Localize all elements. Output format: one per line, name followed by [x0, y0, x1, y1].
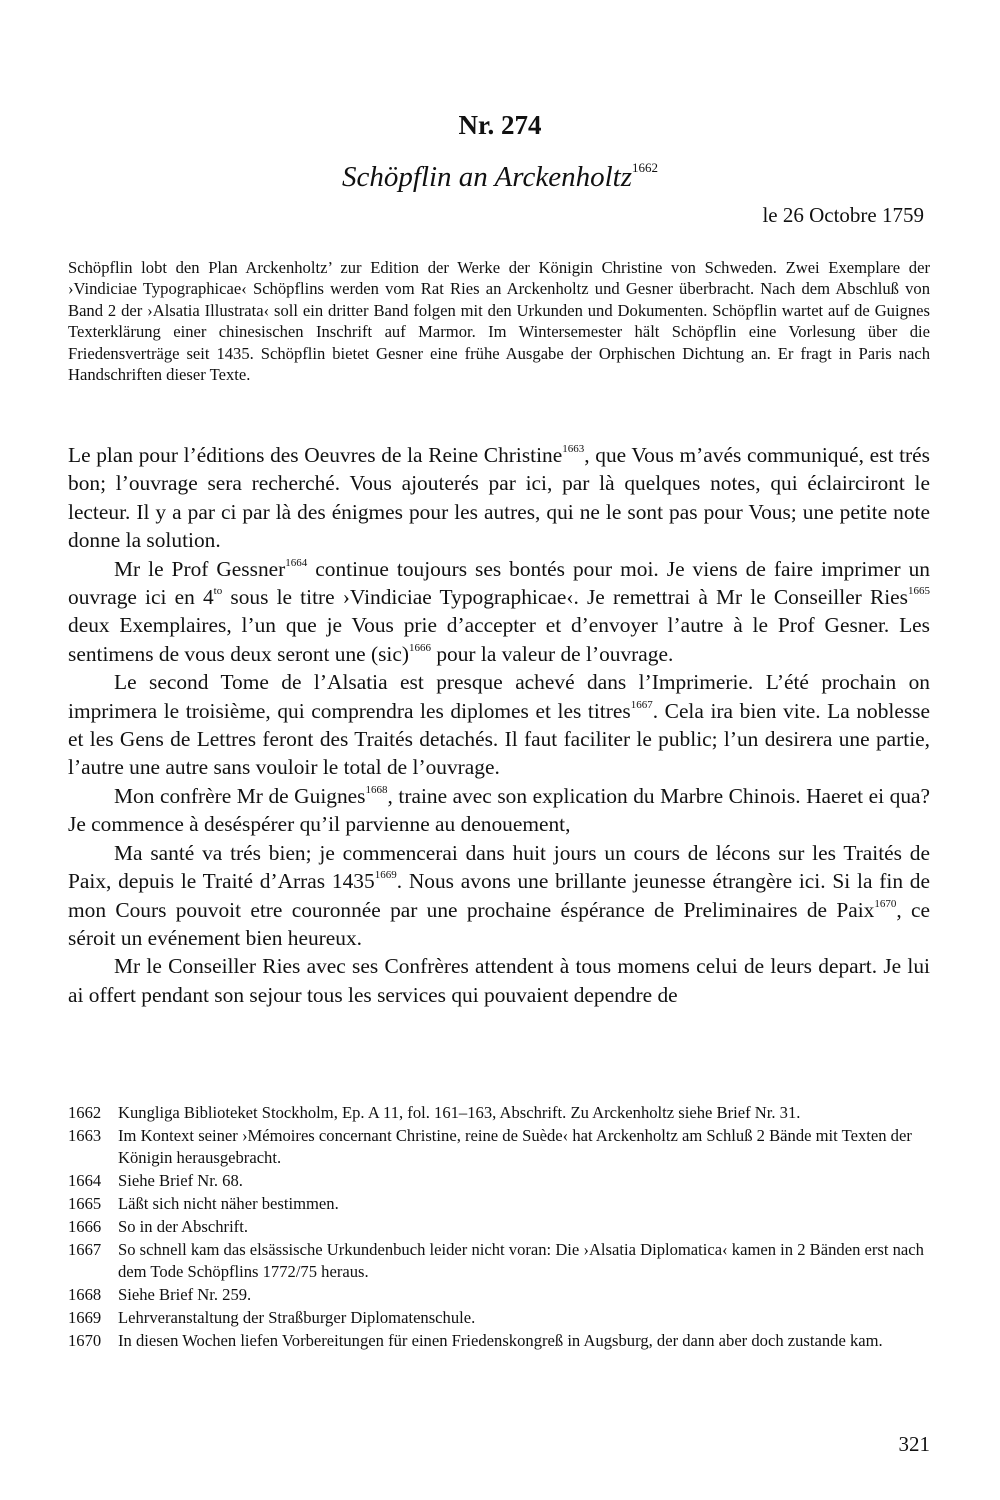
paragraph-text: continue toujours ses bontés pour moi. Je viens de faire imprimer un ouvrage ici en 4: [68, 556, 930, 610]
footnote: [68, 1125, 930, 1168]
footnote: [68, 1193, 930, 1215]
footnote-text: Siehe Brief Nr. 68.: [118, 1170, 243, 1190]
footnote: [68, 1284, 930, 1306]
paragraph-text: , traine avec son explication du Marbre Chinois. Haeret ei qua? Je commence à deséspérer qu’il parvienne au denouement,: [68, 783, 931, 837]
footnote-text: So in der Abschrift.: [118, 1216, 248, 1236]
body-paragraph: [68, 952, 930, 1009]
paragraph-text: Le plan pour l’éditions des Oeuvres de la Reine Christine: [68, 443, 563, 467]
footnote-number: 1662: [68, 1103, 102, 1122]
footnote-number: 1670: [68, 1330, 102, 1350]
body-paragraph: [68, 668, 930, 782]
body-paragraph: [68, 441, 930, 555]
footnote-ref: 1666: [409, 641, 431, 654]
paragraph-text: pour la valeur de l’ouvrage.: [431, 641, 674, 666]
footnote-text: Läßt sich nicht näher bestimmen.: [118, 1193, 339, 1213]
footnote-number: 1669: [68, 1307, 102, 1327]
footnotes: [68, 1102, 930, 1353]
footnote-text: Siehe Brief Nr. 259.: [118, 1284, 252, 1304]
footnote-ref: 1668: [365, 783, 388, 796]
paragraph-text: Mr le Conseiller Ries avec ses Confrères attendent à tous momens celui de leurs depart. Je lui ai offert pendant son sejour tous les services qui pouvaient dependre de: [68, 954, 930, 1007]
footnote-number: 1666: [68, 1216, 102, 1236]
footnote-number: 1667: [68, 1240, 102, 1260]
footnote-ref: 1662: [631, 160, 658, 175]
footnote: [68, 1216, 930, 1238]
footnote-number: 1668: [68, 1284, 102, 1304]
paragraph-text: sous le titre ›Vindiciae Typographicae‹. Je remettrai à Mr le Conseiller Ries: [222, 585, 909, 610]
body-paragraph: [68, 782, 930, 839]
paragraph-text: Le second Tome de l’Alsatia est presque achevé dans l’Imprimerie. L’été prochain on imprimera le troisième, qui comprendra les diplomes et les titres: [68, 670, 930, 723]
letter-title-text: Schöpflin an Arckenholtz: [342, 161, 632, 193]
footnote-ref: 1663: [562, 443, 585, 455]
paragraph-text: Ma santé va trés bien; je commencerai dans huit jours un cours de lécons sur les Traités de Paix, depuis le Traité d’Arras 1435: [68, 840, 930, 894]
footnote-ref: 1664: [285, 556, 308, 569]
superscript-abbreviation: to: [213, 585, 223, 598]
letter-body: [68, 441, 930, 1009]
footnote-ref: 1669: [374, 869, 397, 882]
footnote: [68, 1330, 930, 1352]
letter-number: Nr. 274: [458, 110, 542, 140]
letter-title: [0, 160, 1000, 194]
footnote: [68, 1102, 930, 1124]
paragraph-text: deux Exemplaires, l’un que je Vous prie d’accepter et d’envoyer l’autre à le Prof Gesner. Les sentimens de vous deux seront une (sic): [68, 613, 930, 666]
footnote-text: In diesen Wochen liefen Vorbereitungen für einen Friedenskongreß in Augsburg, der dann aber doch zustande kam.: [118, 1330, 883, 1350]
footnote-ref: 1667: [630, 698, 653, 711]
paragraph-text: , ce séroit un evénement bien heureux.: [68, 897, 930, 950]
footnote: [68, 1307, 930, 1329]
footnote-ref: 1670: [874, 897, 897, 910]
paragraph-text: . Cela ira bien vite. La noblesse et les Gens de Lettres feront des Traités detachés. Il faut faciliter le public; l’un desirera une partie, l’autre une autre sans vouloir le total de l’ouvrage.: [68, 698, 931, 780]
body-paragraph: [68, 555, 930, 669]
footnote: [68, 1239, 930, 1282]
footnote-number: 1665: [68, 1193, 102, 1213]
footnote: [68, 1170, 930, 1192]
footnote-ref: 1665: [908, 585, 931, 598]
footnote-text: Lehrveranstaltung der Straßburger Diplomatenschule.: [118, 1307, 476, 1327]
paragraph-text: . Nous avons une brillante jeunesse étrangère ici. Si la fin de mon Cours pouvoit etre couronnée par une prochaine éspérance de Preliminaires de Paix: [68, 869, 930, 922]
footnote-text: So schnell kam das elsässische Urkundenbuch leider nicht voran: Die ›Alsatia Diplomatica‹ kamen in 2 Bänden erst nach dem Tode Schöpflins 1772/75 heraus.: [118, 1240, 924, 1281]
footnote-number: 1663: [68, 1126, 102, 1146]
footnote-number: 1664: [68, 1170, 102, 1190]
footnote-text: Im Kontext seiner ›Mémoires concernant Christine, reine de Suède‹ hat Arckenholtz am Schluß 2 Bände mit Texten der Königin herausgebracht.: [118, 1126, 912, 1167]
body-paragraph: [68, 839, 930, 953]
paragraph-text: , que Vous m’avés communiqué, est trés bon; l’ouvrage sera recherché. Vous ajouterés par ici, par là quelques notes, qui éclairciront le lecteur. Il y a par ci par là des énigmes pour les autres, qui ne le sont pas pour Vous; une petite note donne la solution.: [68, 443, 930, 553]
page-number: 321: [898, 1432, 930, 1456]
paragraph-text: Mon confrère Mr de Guignes: [114, 783, 366, 808]
paragraph-text: Mr le Prof Gessner: [114, 556, 286, 581]
footnote-text: Kungliga Biblioteket Stockholm, Ep. A 11, fol. 161–163, Abschrift. Zu Arckenholtz siehe Brief Nr. 31.: [118, 1103, 801, 1122]
letter-summary: Schöpflin lobt den Plan Arckenholtz’ zur Edition der Werke der Königin Christine von Schweden. Zwei Exemplare der ›Vindiciae Typographicae‹ Schöpflins werden vom Rat Ries an Arckenholtz und Gesner überbracht. Nach dem Abschluß von Band 2 der ›Alsatia Illustrata‹ soll ein dritter Band folgen mit den Urkunden und Dokumenten. Schöpflin wartet auf de Guignes Texterklärung einer chinesischen Inschrift auf Marmor. Im Wintersemester hält Schöpflin eine Vorlesung über die Friedensverträge seit 1435. Schöpflin bietet Gesner eine frühe Ausgabe der Orphischen Dichtung an. Er fragt in Paris nach Handschriften dieser Texte.: [68, 258, 930, 385]
letter-date: le 26 Octobre 1759: [762, 203, 924, 227]
